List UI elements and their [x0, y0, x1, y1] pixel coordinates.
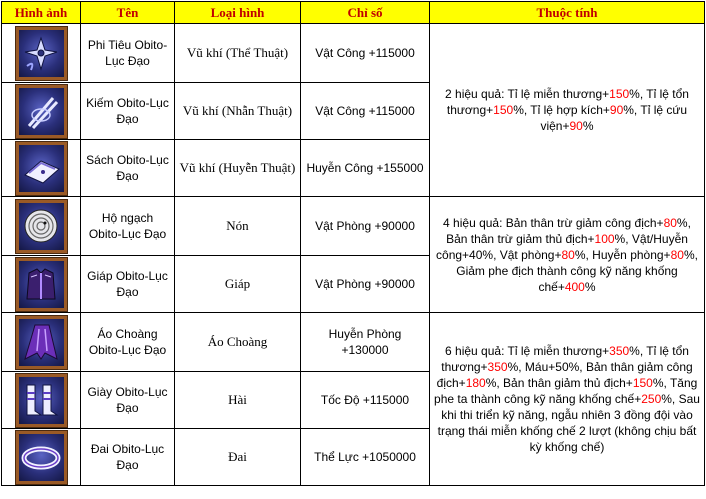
header-row: [2, 2, 705, 24]
bonus-text: %, Bản thân giảm thủ địch+: [485, 376, 633, 390]
item-stat: Vật Công +115000: [301, 24, 430, 83]
header-name: Tên: [81, 2, 175, 24]
header-stats: Chỉ số: [301, 2, 430, 24]
item-name: Hộ ngạch Obito-Lục Đạo: [81, 197, 175, 256]
item-stat: Vật Phòng +90000: [301, 197, 430, 256]
table-row: [2, 24, 705, 83]
table-row: [2, 313, 705, 372]
item-name: Đai Obito-Lục Đạo: [81, 429, 175, 486]
set-bonus-4: [430, 197, 705, 313]
highlight-value: 350: [487, 360, 508, 374]
bonus-text: %: [582, 119, 594, 133]
item-name: Kiếm Obito-Lục Đạo: [81, 83, 175, 140]
item-image-cell: [2, 24, 81, 83]
bonus-text: %, Bản thân trừ giảm thủ địch+: [446, 215, 691, 246]
armor-icon: [16, 258, 67, 311]
bonus-text: 4 hiệu quả: Bản thân trừ giảm công địch+: [443, 215, 664, 230]
bonus-text: %, Giảm phe địch thành công kỹ năng khống chế+: [456, 247, 698, 294]
bonus-text: 6 hiệu quả: Tỉ lệ miễn thương+: [445, 344, 610, 358]
highlight-value: 250: [641, 392, 662, 406]
book-icon: [16, 142, 67, 195]
bonus-text: %, Tỉ lệ tổn thương+: [441, 344, 689, 374]
equipment-table: [1, 1, 705, 486]
highlight-value: 90: [609, 103, 624, 117]
highlight-value: 80: [561, 247, 575, 262]
set-bonus-2: [430, 24, 705, 197]
bonus-text: %: [584, 279, 596, 294]
bonus-text: 2 hiệu quả: Tỉ lệ miễn thương+: [445, 87, 610, 101]
item-image-cell: [2, 256, 81, 313]
boots-icon: [16, 374, 67, 427]
shuriken-icon: [16, 27, 67, 80]
item-image-cell: [2, 83, 81, 140]
item-image-cell: [2, 313, 81, 372]
item-name: Giáp Obito-Lục Đạo: [81, 256, 175, 313]
bonus-text: %, Sau khi thi triển kỹ năng, ngẫu nhiên 3 đồng đội vào trạng thái miễn khống chế 2 lượt (không chịu bất kỳ khống chế): [437, 392, 700, 454]
sword-icon: [16, 85, 67, 138]
highlight-value: 80: [670, 247, 684, 262]
header-type: Loại hình: [175, 2, 301, 24]
item-stat: Vật Công +115000: [301, 83, 430, 140]
mask-icon: [16, 200, 67, 253]
highlight-value: 150: [609, 87, 630, 101]
item-image-cell: [2, 140, 81, 197]
item-type: Vũ khí (Huyễn Thuật): [175, 140, 301, 197]
cloak-icon: [16, 316, 67, 369]
item-type: Giáp: [175, 256, 301, 313]
bonus-text: %, Máu+50%, Bản thân giảm công địch+: [436, 360, 693, 390]
header-attributes: Thuộc tính: [430, 2, 705, 24]
item-stat: Huyễn Công +155000: [301, 140, 430, 197]
item-type: Vũ khí (Thể Thuật): [175, 24, 301, 83]
item-name: Sách Obito-Lục Đạo: [81, 140, 175, 197]
belt-icon: [16, 431, 67, 484]
set-bonus-text: [445, 87, 689, 133]
highlight-value: 80: [663, 215, 677, 230]
header-image: Hình ảnh: [2, 2, 81, 24]
set-bonus-text: [434, 344, 700, 454]
item-type: Hài: [175, 372, 301, 429]
highlight-value: 400: [564, 279, 585, 294]
item-type: Đai: [175, 429, 301, 486]
highlight-value: 150: [632, 376, 653, 390]
item-image-cell: [2, 372, 81, 429]
set-bonus-6: [430, 313, 705, 486]
item-name: Phi Tiêu Obito-Lục Đạo: [81, 24, 175, 83]
item-type: Nón: [175, 197, 301, 256]
item-stat: Huyễn Phòng +130000: [301, 313, 430, 372]
highlight-value: 180: [465, 376, 486, 390]
item-type: Áo Choàng: [175, 313, 301, 372]
bonus-text: %, Tỉ lệ tổn thương+: [446, 87, 689, 117]
item-name: Giày Obito-Lục Đạo: [81, 372, 175, 429]
highlight-value: 150: [493, 103, 514, 117]
item-stat: Tốc Độ +115000: [301, 372, 430, 429]
bonus-text: %, Tỉ lệ cứu viện+: [540, 103, 688, 133]
item-name: Áo Choàng Obito-Lục Đạo: [81, 313, 175, 372]
highlight-value: 350: [609, 344, 630, 358]
highlight-value: 100: [594, 231, 615, 246]
item-type: Vũ khí (Nhẫn Thuật): [175, 83, 301, 140]
item-image-cell: [2, 429, 81, 486]
bonus-text: %, Tăng phe ta thành công kỹ năng khống chế+: [434, 376, 698, 406]
table-row: [2, 197, 705, 256]
bonus-text: %, Tỉ lệ hợp kích+: [513, 103, 610, 117]
item-stat: Vật Phòng +90000: [301, 256, 430, 313]
set-bonus-text: [436, 216, 698, 294]
item-stat: Thể Lực +1050000: [301, 429, 430, 486]
highlight-value: 90: [569, 119, 583, 133]
item-image-cell: [2, 197, 81, 256]
bonus-text: %, Vật/Huyễn công+40%, Vật phòng+: [436, 231, 688, 262]
bonus-text: %, Huyễn phòng+: [574, 247, 671, 262]
